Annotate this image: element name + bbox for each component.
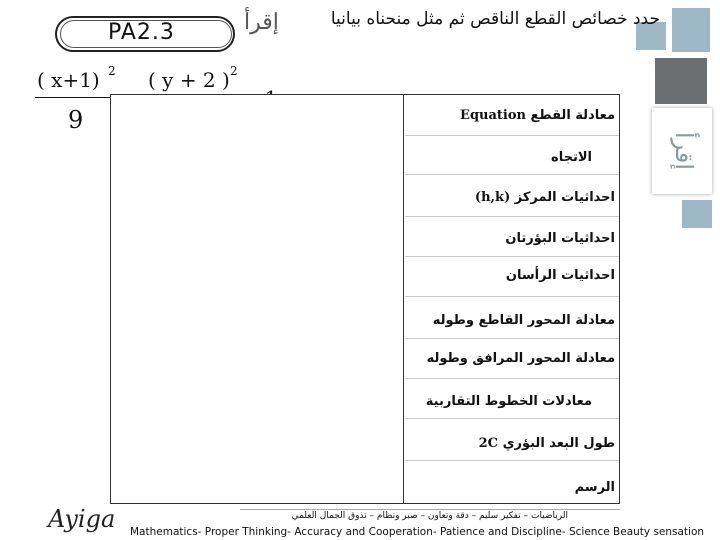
row-label-text: طول البعد البؤري — [502, 436, 615, 451]
equation-num-left: ( x+1) — [37, 68, 100, 92]
logo-iqra-small: إقرأ — [244, 10, 279, 35]
table-row-divider — [405, 216, 619, 217]
row-label-focal-length — [479, 436, 615, 451]
equation-num-right-exp: 2 — [230, 64, 238, 78]
decor-tile-1 — [672, 8, 710, 52]
row-label-text: معادلة المحور المرافق وطوله — [426, 351, 615, 366]
page-title: حدد خصائص القطع الناقص ثم مثل منحناه بيانيا — [330, 9, 660, 29]
logo-iqra-large: إقرأ — [670, 131, 698, 171]
row-label-text: معادلات الخطوط التقاربية — [425, 394, 592, 409]
table-row-divider — [405, 256, 619, 257]
activity-code: PA2.3 — [108, 20, 175, 45]
row-label-direction — [551, 150, 592, 165]
table-row-divider — [405, 418, 619, 419]
table-row-divider — [405, 378, 619, 379]
row-label-text: معادلة القطع — [530, 108, 615, 123]
table-row-divider — [405, 135, 619, 136]
decor-tile-3 — [655, 58, 707, 104]
table-row-divider — [405, 296, 619, 297]
row-label-text: احداثيات البؤرتان — [505, 231, 615, 246]
row-label-asymptotes — [426, 394, 592, 409]
row-label-equation — [460, 108, 615, 123]
equation-den-left: 9 — [68, 106, 84, 134]
row-label-center — [475, 190, 615, 205]
equation-num-right: ( y + 2 ) — [148, 68, 230, 92]
row-label-conjugate-axis — [427, 351, 615, 366]
row-label-text: الرسم — [574, 480, 615, 495]
row-label-graph — [575, 480, 615, 495]
table-column-divider — [403, 94, 404, 504]
row-label-latin: (h,k) — [474, 190, 511, 205]
footer-divider — [240, 509, 620, 510]
equation-num-left-exp: 2 — [108, 64, 116, 78]
row-label-text: احداثيات المركز — [514, 190, 615, 205]
decor-tile-4 — [682, 200, 712, 228]
teacher-signature: Ayiga — [48, 505, 116, 533]
footer-english-motto: Mathematics- Proper Thinking- Accuracy and Cooperation- Patience and Discipline- Science Beauty sensation — [130, 526, 705, 538]
row-label-latin: Equation — [460, 108, 526, 123]
row-label-foci — [505, 231, 615, 246]
table-row-divider — [405, 174, 619, 175]
row-label-text: احداثيات الرأسان — [505, 268, 615, 283]
row-label-text: معادلة المحور القاطع وطوله — [432, 313, 615, 328]
row-label-text: الاتجاه — [551, 150, 592, 165]
table-row-divider — [405, 338, 619, 339]
table-row-divider — [405, 460, 619, 461]
footer-arabic-motto: الرياضيات – تفكير سليم – دقة وتعاون – صبر ونظام – تذوق الجمال العلمي — [291, 511, 568, 521]
row-label-latin: 2C — [478, 436, 499, 451]
row-label-vertices — [506, 268, 615, 283]
row-label-transverse-axis — [433, 313, 615, 328]
